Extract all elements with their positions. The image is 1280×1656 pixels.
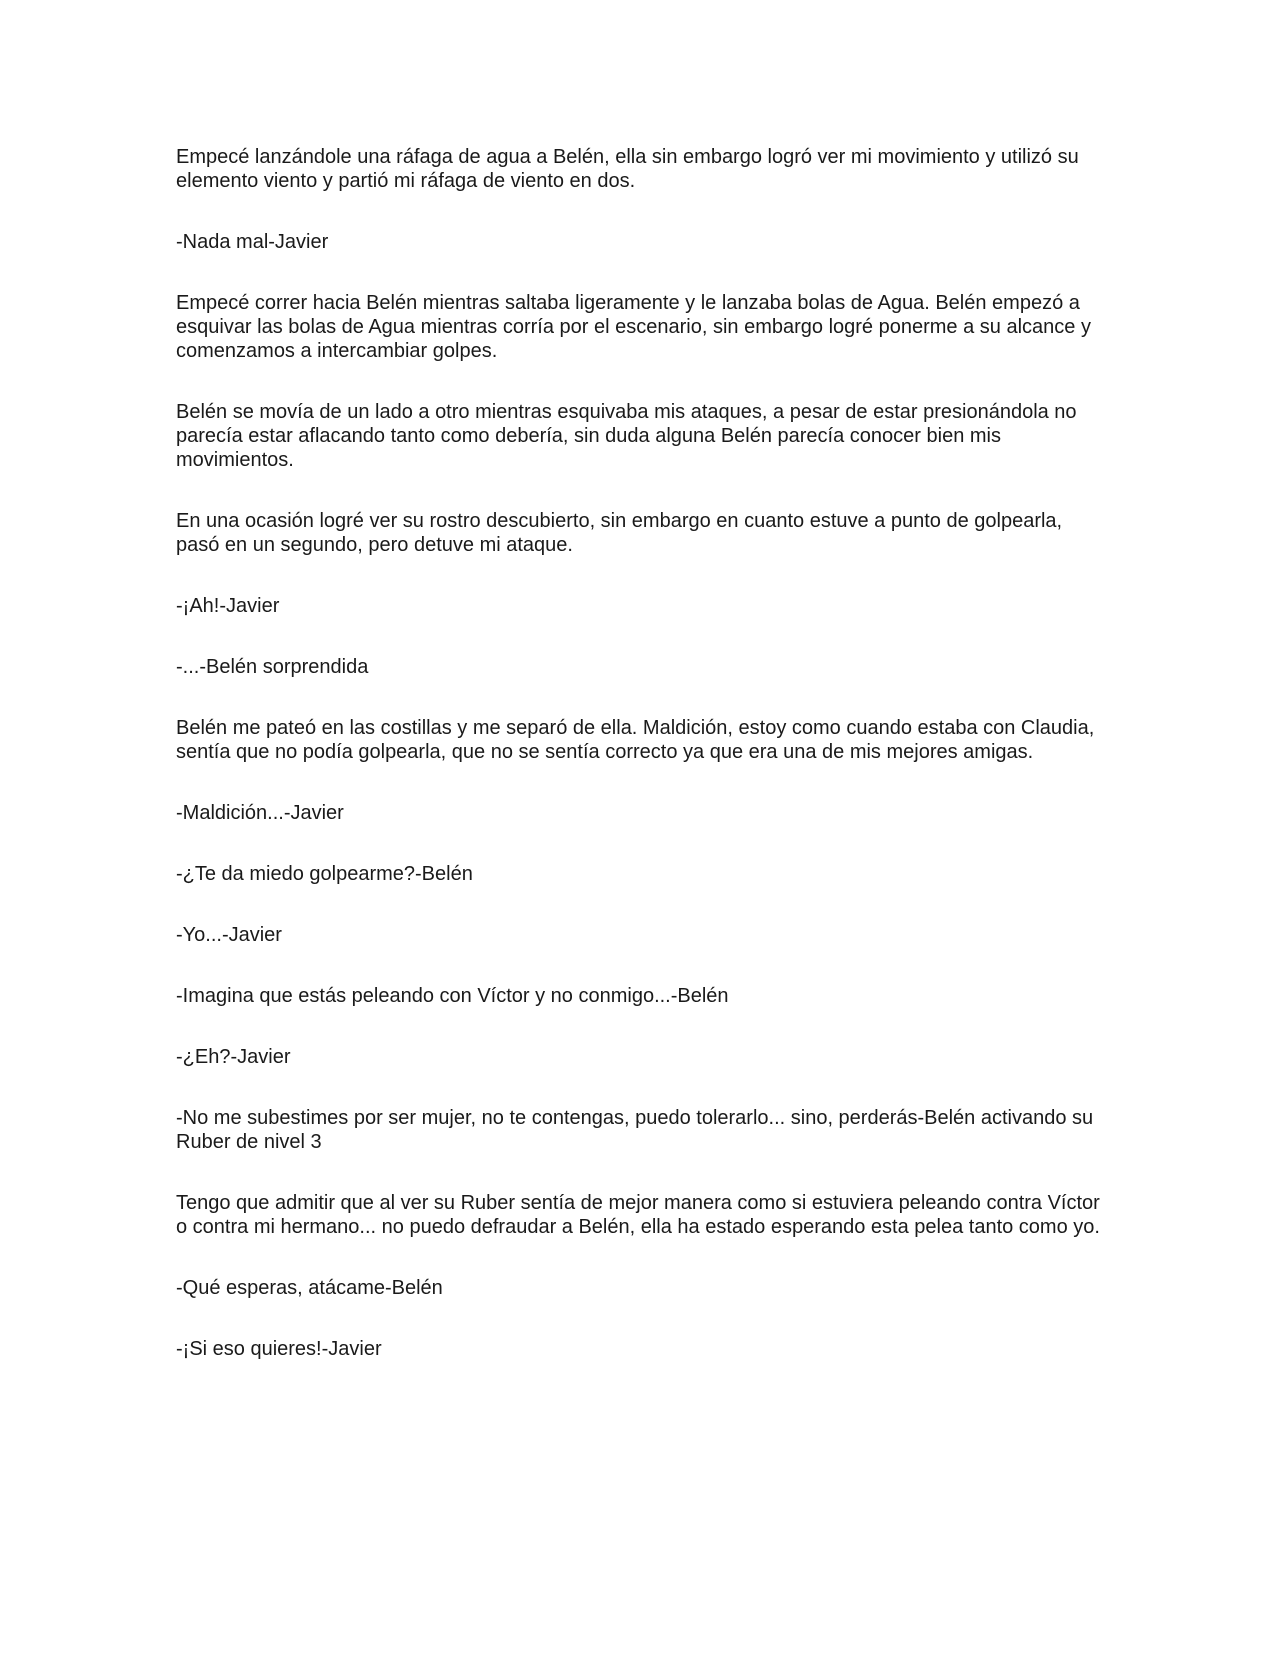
paragraph: Belén me pateó en las costillas y me separó de ella. Maldición, estoy como cuando estaba con Claudia, sentía que no podía golpearla, que no se sentía correcto ya que era una de mis mejores amigas.: [176, 717, 1095, 763]
paragraph: En una ocasión logré ver su rostro descubierto, sin embargo en cuanto estuve a punto de golpearla, pasó en un segundo, pero detuve mi ataque.: [176, 510, 1063, 556]
dialogue-line: -¡Ah!-Javier: [176, 595, 280, 617]
paragraph: Tengo que admitir que al ver su Ruber sentía de mejor manera como si estuviera peleando contra Víctor o contra mi hermano... no puedo defraudar a Belén, ella ha estado esperando esta pelea tanto como yo.: [176, 1192, 1100, 1238]
dialogue-line: -¿Eh?-Javier: [176, 1046, 291, 1068]
document-page: [176, 145, 1106, 1398]
dialogue-line: -Maldición...-Javier: [176, 802, 344, 824]
dialogue-line: -¿Te da miedo golpearme?-Belén: [176, 863, 473, 885]
dialogue-line: -Qué esperas, atácame-Belén: [176, 1277, 443, 1299]
dialogue-line: -...-Belén sorprendida: [176, 656, 369, 678]
dialogue-line: -¡Si eso quieres!-Javier: [176, 1338, 382, 1360]
paragraph: Empecé correr hacia Belén mientras saltaba ligeramente y le lanzaba bolas de Agua. Belén empezó a esquivar las bolas de Agua mientras corría por el escenario, sin embargo logré ponerme a su alcance y comenzamos a intercambiar golpes.: [176, 292, 1091, 362]
paragraph: Empecé lanzándole una ráfaga de agua a Belén, ella sin embargo logró ver mi movimiento y utilizó su elemento viento y partió mi ráfaga de viento en dos.: [176, 146, 1079, 192]
dialogue-line: -No me subestimes por ser mujer, no te contengas, puedo tolerarlo... sino, perderás-Belén activando su Ruber de nivel 3: [176, 1107, 1094, 1153]
dialogue-line: -Nada mal-Javier: [176, 231, 329, 253]
dialogue-line: -Imagina que estás peleando con Víctor y no conmigo...-Belén: [176, 985, 729, 1007]
paragraph: Belén se movía de un lado a otro mientras esquivaba mis ataques, a pesar de estar presionándola no parecía estar aflacando tanto como debería, sin duda alguna Belén parecía conocer bien mis movimientos.: [176, 401, 1077, 471]
dialogue-line: -Yo...-Javier: [176, 924, 282, 946]
